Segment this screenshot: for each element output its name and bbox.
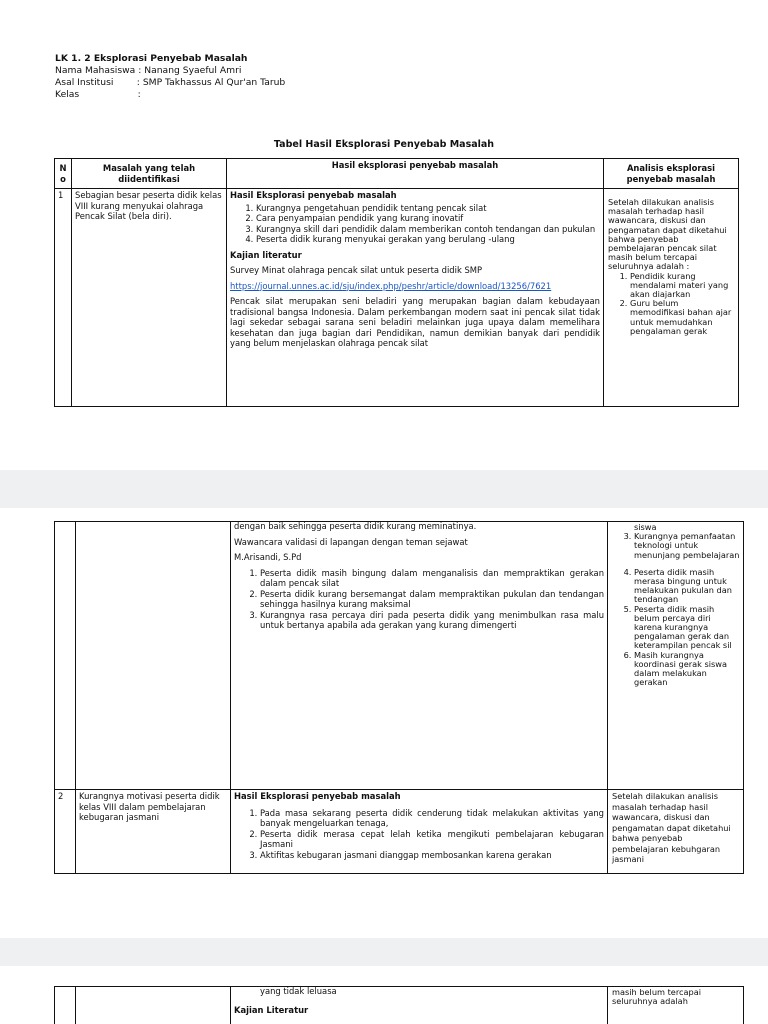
cell-analisis: Setelah dilakukan analisis masalah terhadap hasil wawancara, diskusi dan pengamatan dapat diketahui bahwa penyebab pembelajaran kebuhgaran jasmani	[608, 790, 744, 874]
info-row-nama: Nama Mahasiswa : Nanang Syaeful Amri	[55, 65, 242, 76]
list-item: 4. Peserta didik masih merasa bingung untuk melakukan pukulan dan tendangan	[634, 568, 740, 605]
table-row	[55, 189, 739, 407]
cell-no: 2	[55, 790, 76, 874]
list-item: 2. Guru belum memodifikasi bahan ajar untuk memudahkan pengalaman gerak	[630, 299, 735, 336]
info-row-kelas: Kelas :	[55, 89, 144, 100]
cell-no: 1	[55, 189, 72, 407]
cell-hasil	[231, 522, 608, 790]
cell-masalah	[76, 522, 231, 790]
cell-analisis	[608, 522, 744, 790]
list-item: 3. Kurangnya pemanfaatan teknologi untuk menunjang pembelajaran	[634, 532, 740, 560]
cell-hasil	[231, 790, 608, 874]
table-row	[55, 522, 744, 790]
kajian-heading: Kajian literatur	[230, 249, 302, 260]
list-item: 6. Masih kurangnya koordinasi gerak siswa dalam melakukan gerakan	[634, 651, 740, 688]
journal-link[interactable]: https://journal.unnes.ac.id/sju/index.php/peshr/article/download/13256/7621	[230, 280, 552, 291]
analisis-list	[608, 272, 735, 336]
col-header-no: N o	[55, 159, 72, 189]
list-item: 2. Cara penyampaian pendidik yang kurang inovatif	[256, 213, 600, 224]
analisis-list	[612, 532, 740, 687]
list-item: 2. Peserta didik kurang bersemangat dalam mempraktikan pukulan dan tendangan sehingga hasilnya kurang maksimal	[260, 589, 604, 610]
page-2	[0, 508, 768, 938]
hasil-heading: Hasil Eksplorasi penyebab masalah	[234, 791, 401, 801]
col-header-masalah: Masalah yang telah diidentifikasi	[72, 159, 227, 189]
cell-no	[55, 987, 76, 1024]
hasil-heading: Hasil Eksplorasi penyebab masalah	[230, 190, 397, 200]
table-row	[55, 987, 744, 1024]
list-item: 3. Aktifitas kebugaran jasmani dianggap membosankan karena gerakan	[260, 850, 604, 861]
list-item: 1. Peserta didik masih bingung dalam menganalisis dan mempraktikan gerakan dalam pencak silat	[260, 568, 604, 589]
page-3	[0, 966, 768, 1024]
list-item: 2. Peserta didik merasa cepat lelah ketika mengikuti pembelajaran kebugaran Jasmani	[260, 829, 604, 850]
analisis-continued: siswa	[634, 522, 657, 532]
col-header-hasil: Hasil eksplorasi penyebab masalah	[227, 159, 604, 189]
cell-analisis: masih belum tercapai seluruhnya adalah	[608, 987, 744, 1024]
table-header-row	[55, 159, 739, 189]
hasil-list	[234, 808, 604, 861]
exploration-table-part-1	[54, 158, 739, 407]
document-title: LK 1. 2 Eksplorasi Penyebab Masalah	[55, 53, 248, 64]
wawancara-list	[234, 568, 604, 631]
list-item: 3. Kurangnya skill dari pendidik dalam memberikan contoh tendangan dan pukulan	[256, 224, 600, 235]
cell-masalah	[76, 987, 231, 1024]
survey-text: Survey Minat olahraga pencak silat untuk peserta didik SMP	[230, 265, 483, 275]
list-item: 1. Pendidik kurang mendalami materi yang akan diajarkan	[630, 272, 735, 300]
cell-hasil	[227, 189, 604, 407]
list-item: 4. Peserta didik kurang menyukai gerakan yang berulang -ulang	[256, 234, 600, 245]
kajian-heading: Kajian Literatur	[234, 1004, 309, 1015]
cell-analisis	[604, 189, 739, 407]
interviewee-name: M.Arisandi, S.Pd	[234, 552, 302, 562]
list-item: 1. Pada masa sekarang peserta didik cenderung tidak melakukan aktivitas yang banyak mengeluarkan tenaga,	[260, 808, 604, 829]
continued-text: yang tidak leluasa	[260, 986, 337, 996]
analisis-intro: Setelah dilakukan analisis masalah terhadap hasil wawancara, diskusi dan pengamatan dapat diketahui bahwa penyebab pembelajaran pencak silat masih belum tercapai seluruhnya adalah :	[608, 197, 727, 272]
page-1	[0, 0, 768, 470]
exploration-table-part-2	[54, 521, 744, 874]
table-row	[55, 790, 744, 874]
table-title: Tabel Hasil Eksplorasi Penyebab Masalah	[273, 139, 495, 150]
info-row-institusi: Asal Institusi : SMP Takhassus Al Qur'an Tarub	[55, 77, 286, 88]
cell-no	[55, 522, 76, 790]
wawancara-text: Wawancara validasi di lapangan dengan teman sejawat	[234, 536, 468, 547]
exploration-table-part-3	[54, 986, 744, 1024]
hasil-list	[230, 203, 600, 245]
cell-masalah: Sebagian besar peserta didik kelas VIII kurang menyukai olahraga Pencak Silat (bela diri).	[72, 189, 227, 407]
document-header	[55, 53, 285, 101]
cell-masalah: Kurangnya motivasi peserta didik kelas VIII dalam pembelajaran kebugaran jasmani	[76, 790, 231, 874]
list-item: 1. Kurangnya pengetahuan pendidik tentang pencak silat	[256, 203, 600, 214]
col-header-analisis: Analisis eksplorasi penyebab masalah	[604, 159, 739, 189]
kajian-paragraph: Pencak silat merupakan seni beladiri yang merupakan bagian dalam kebudayaan tradisional bangsa Indonesia. Dalam perkembangan modern saat ini pencak silat tidak lagi sekedar sebagai sarana seni beladiri melainkan juga upaya dalam memelihara kesehatan dan juga bagian dari Pendidikan, namun demikian banyak dari pendidik yang belum menjelaskan olahraga pencak silat	[230, 296, 600, 348]
continued-text: dengan baik sehingga peserta didik kurang meminatinya.	[234, 521, 477, 531]
list-item: 3. Kurangnya rasa percaya diri pada peserta didik yang menimbulkan rasa malu untuk bertanya apabila ada gerakan yang kurang dimengerti	[260, 610, 604, 631]
cell-hasil	[231, 987, 608, 1024]
list-item: 5. Peserta didik masih belum percaya diri karena kurangnya pengalaman gerak dan keterampilan pencak sil	[634, 605, 740, 651]
